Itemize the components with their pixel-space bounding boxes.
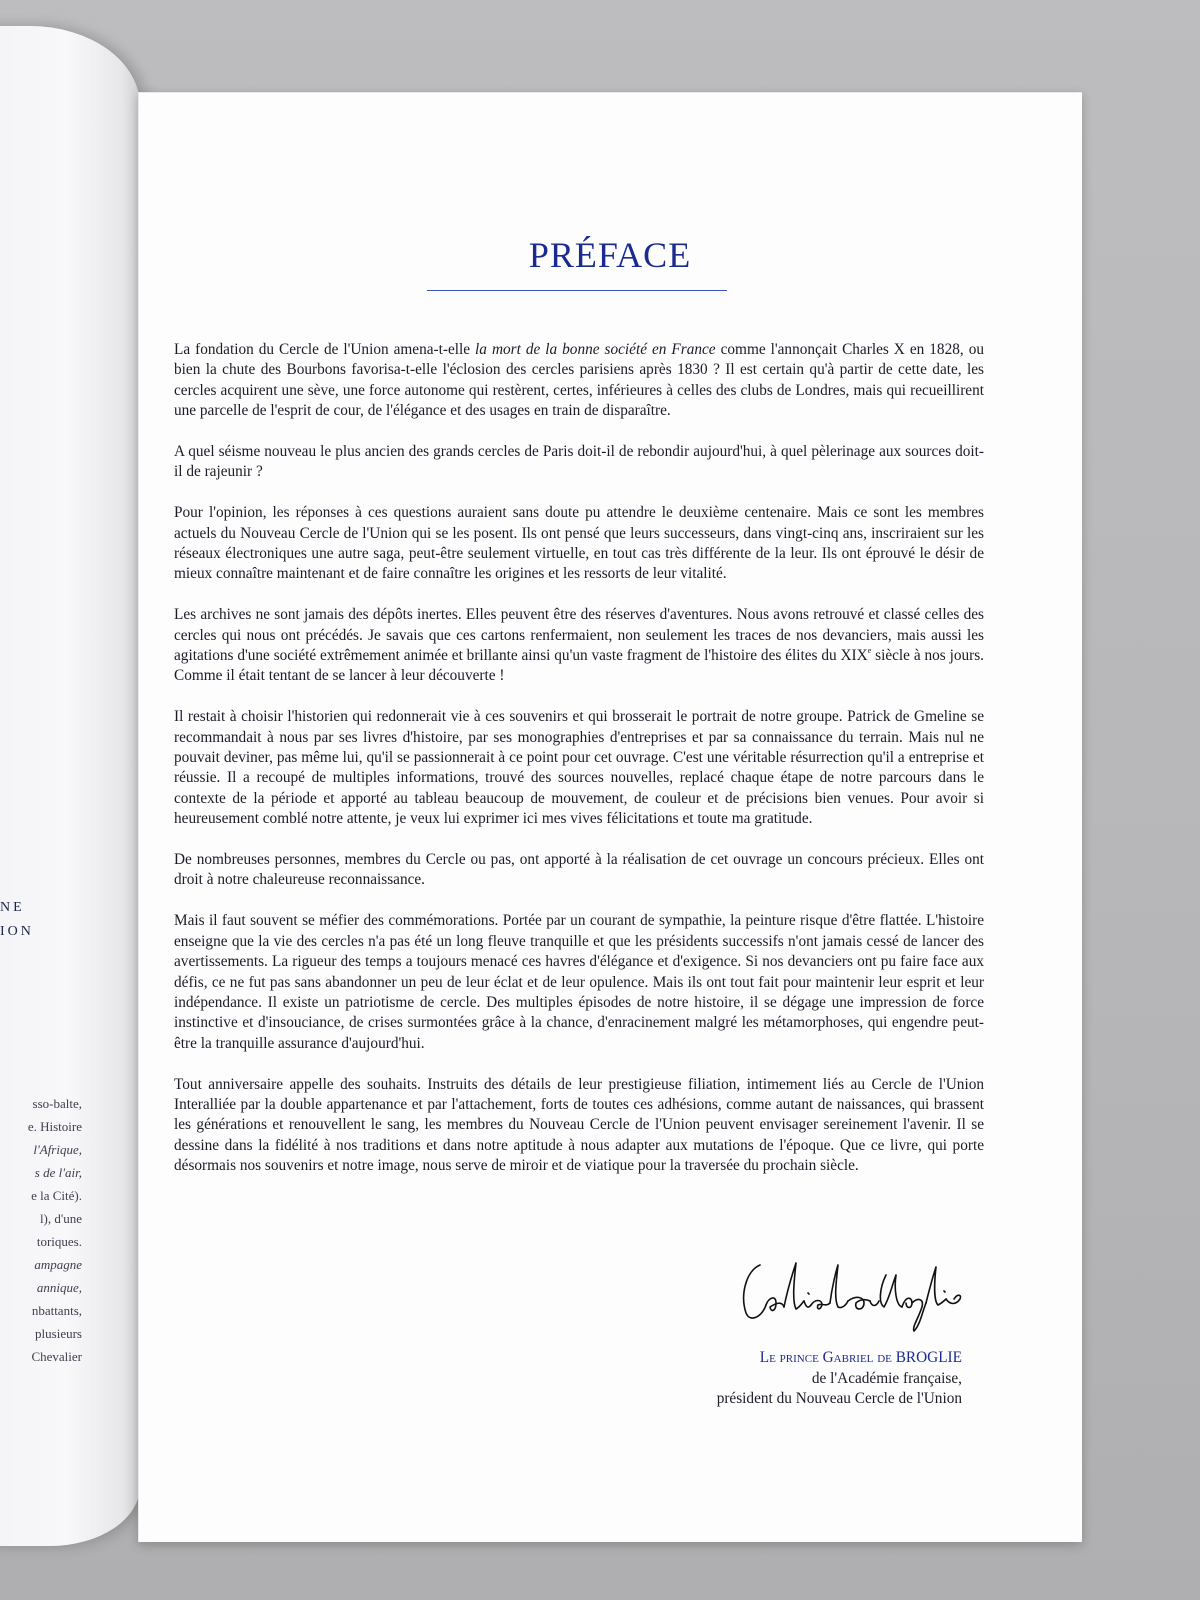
author-title: de l'Académie française, xyxy=(811,1369,962,1387)
paragraph: Pour l'opinion, les réponses à ces questions auraient sans doute pu attendre le deuxième centenaire. Mais ce sont les membres actuels du Nouveau Cercle de l'Union qui se les posent. Ils ont pensé que leurs successeurs, dans vingt-cinq ans, inscriraient sur les réseaux électroniques une autre saga, peut-être seulement virtuelle, en tout cas très différente de la leur. Ils ont éprouvé le désir de mieux connaître maintenant et de faire connaître les origines et les ressorts de leur vitalité. xyxy=(174,504,984,583)
handwritten-signature xyxy=(736,1257,966,1332)
paragraph-text: siècle à nos jours. Comme il était tentant de se lancer à leur découverte ! xyxy=(174,647,985,685)
left-text-fragment: e. Histoire xyxy=(27,1119,82,1134)
title-divider xyxy=(427,290,727,291)
century-superscript: e xyxy=(867,646,872,656)
author-role: président du Nouveau Cercle de l'Union xyxy=(716,1390,962,1407)
paragraph: Il restait à choisir l'historien qui redonnerait vie à ces souvenirs et qui brosserait le portrait de notre groupe. Patrick de Gmeline se recommandait à nous par ses livres d'histoire, par ses monographies d'entreprises et par sa connaissance du terrain. Mais nul ne pouvait deviner, pas même lui, qu'il se passionnerait à ce point pour cet ouvrage. C'est une véritable résurrection qu'il a entreprise et réussie. Il a recoupé de multiples informations, trouvé des sources nouvelles, replacé chaque étape de notre parcours dans le contexte de la période et apporté au tableau beaucoup de mouvement, de couleur et de précisions bien venues. Pour avoir si heureusement comblé notre attente, je veux lui exprimer ici mes vives félicitations et toute ma gratitude. xyxy=(174,708,984,828)
author-name: Le prince Gabriel de BROGLIE xyxy=(759,1349,962,1366)
left-caps-line: ION xyxy=(0,924,34,939)
paragraph: A quel séisme nouveau le plus ancien des grands cercles de Paris doit-il de rebondir aujourd'hui, à quel pèlerinage aux sources doit-il de rajeunir ? xyxy=(174,443,984,481)
left-text-fragment: toriques. xyxy=(36,1234,82,1249)
paragraph-text: Les archives ne sont jamais des dépôts inertes. Elles peuvent être des réserves d'aventures. Nous avons retrouvé et classé celles des cercles qui nous ont précédés. Je savais que ces cartons renfermaient, non seulement les traces de nos devanciers, mais aussi les agitations d'une société extrêmement animée et brillante ainsi qu'un vaste fragment de l'histoire des élites du XIX xyxy=(174,606,984,665)
book-quote: la mort de la bonne société en France xyxy=(475,341,716,358)
left-text-fragment: annique, xyxy=(36,1280,82,1295)
left-text-fragment: e la Cité). xyxy=(31,1188,82,1203)
paragraph: Tout anniversaire appelle des souhaits. Instruits des détails de leur prestigieuse filiation, intimement liés au Cercle de l'Union Interalliée par la double appartenance et par l'attachement, forts de toutes ces adhésions, comme autant de naissances, qui brassent les générations et renouvellent le sang, les membres du Nouveau Cercle de l'Union peuvent envisager sereinement l'avenir. Il se dessine dans la fidélité à nos traditions et dans notre aptitude à nous adapter aux mutations de l'époque. Que ce livre, qui porte désormais nos souvenirs et notre image, nous serve de miroir et de viatique pour la traversée du prochain siècle. xyxy=(174,1075,984,1175)
left-text-fragment: ampagne xyxy=(34,1257,82,1272)
paragraph-text: La fondation du Cercle de l'Union amena-t-elle xyxy=(174,341,476,358)
left-text-fragment: nbattants, xyxy=(31,1303,82,1318)
preface-page xyxy=(138,92,1082,1542)
left-text-fragment: plusieurs xyxy=(35,1326,82,1341)
left-page xyxy=(0,26,140,1546)
page-title: PRÉFACE xyxy=(528,235,692,275)
left-text-fragment: Chevalier xyxy=(31,1349,82,1364)
paragraph xyxy=(174,605,984,687)
left-text-fragment: sso-balte, xyxy=(32,1096,82,1111)
paragraph: De nombreuses personnes, membres du Cercle ou pas, ont apporté à la réalisation de cet ouvrage un concours précieux. Elles ont droit à notre chaleureuse reconnaissance. xyxy=(174,851,984,889)
left-text-fragment: l'Afrique, xyxy=(33,1142,82,1157)
signature-block xyxy=(717,1348,962,1410)
paragraph xyxy=(174,340,984,422)
paragraph-text: comme l'annonçait Charles X en 1828, ou bien la chute des Bourbons favorisa-t-elle l'éclosion des cercles parisiens après 1830 ? Il est certain qu'à partir de cette date, les cercles acquirent une sève, une force autonome qui restèrent, certes, inférieures à celles des clubs de Londres, mais qui recueillirent une parcelle de l'esprit de cour, de l'élégance et des usages en train de disparaître. xyxy=(174,341,984,420)
preface-body xyxy=(174,340,984,1197)
paragraph: Mais il faut souvent se méfier des commémorations. Portée par un courant de sympathie, la peinture risque d'être flattée. L'histoire enseigne que la vie des cercles n'a pas été un long fleuve tranquille et que les présidents successifs n'ont jamais cessé de lancer des avertissements. La rigueur des temps a toujours menacé ces havres d'élégance et d'exigence. Si nos devanciers ont pu faire face aux défis, ce ne fut pas sans abandonner un peu de leur éclat et de leur opulence. Mais ils ont tout fait pour maintenir leur esprit et leur indépendance. Il existe un patriotisme de cercle. Des multiples épisodes de notre histoire, il se dégage une impression de force instinctive et d'insouciance, de crises surmontées grâce à la chance, d'enracinement malgré les métamorphoses, qui engendre peut-être la tranquille assurance d'aujourd'hui. xyxy=(174,912,984,1052)
left-caps-line: NE xyxy=(0,900,25,915)
left-text-fragment: l), d'une xyxy=(39,1211,82,1226)
left-text-fragment: s de l'air, xyxy=(34,1165,82,1180)
